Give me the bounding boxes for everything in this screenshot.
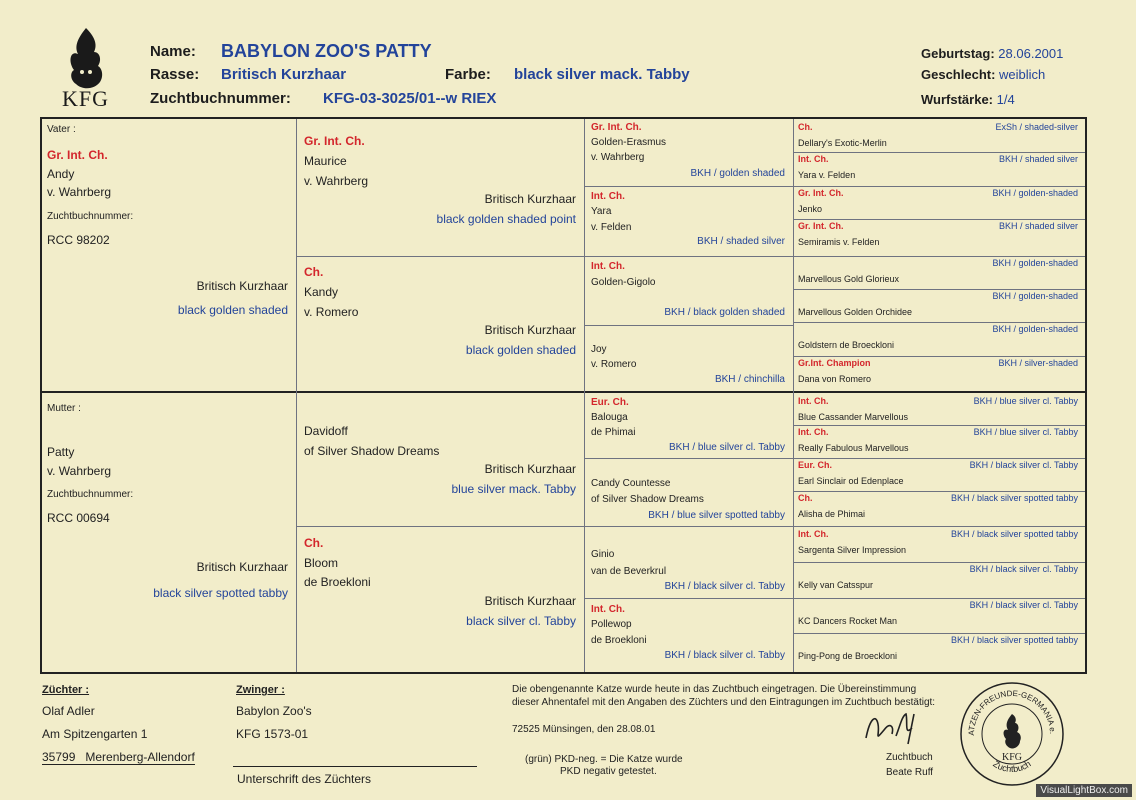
ancestor-gen4-cell [798, 154, 1080, 185]
mother-color: black silver spotted tabby [153, 586, 288, 600]
stud-label: Zuchtbuchnummer: [150, 90, 291, 107]
ggp-title: Int. Ch. [591, 261, 625, 272]
watermark: VisualLightBox.com [1036, 784, 1132, 797]
ggp-cattery: v. Wahrberg [591, 152, 645, 163]
ancestor-gen4-name: Alisha de Phimai [798, 509, 866, 519]
ancestor-gen4-cell [798, 396, 1080, 427]
pkd-line-1: (grün) PKD-neg. = Die Katze wurde [525, 754, 683, 765]
ggp-cattery: v. Felden [591, 222, 632, 233]
ggp-name: Golden-Gigolo [591, 277, 656, 288]
grandparent-cell [304, 536, 580, 666]
ancestor-gen4-cell [798, 122, 1080, 153]
grandparent-breed: Britisch Kurzhaar [484, 192, 576, 206]
great-grandparent-cell [591, 549, 789, 595]
color-value: black silver mack. Tabby [514, 66, 690, 83]
great-grandparent-cell [591, 344, 789, 388]
statement-line-1: Die obengenannte Katze wurde heute in das Zuchtbuch eingetragen. Die Übereinstimmung [512, 684, 917, 695]
grandparent-cell [304, 134, 580, 252]
ancestor-gen4-title: Ch. [798, 122, 813, 132]
signature-line [233, 766, 477, 767]
color-label: Farbe: [445, 66, 491, 83]
ancestor-gen4-name: Jenko [798, 204, 823, 214]
great-grandparent-cell [591, 604, 789, 666]
ancestor-gen4-cell [798, 427, 1080, 458]
ggp-desc: BKH / golden shaded [690, 168, 785, 179]
registrar-signature [856, 708, 936, 753]
ggp-title: Int. Ch. [591, 191, 625, 202]
grandparent-breed: Britisch Kurzhaar [484, 462, 576, 476]
ggp-desc: BKH / blue silver cl. Tabby [669, 442, 785, 453]
ancestor-gen4-title: Ch. [798, 493, 813, 503]
ancestor-gen4-cell [798, 221, 1080, 252]
ggp-name: Ginio [591, 549, 615, 560]
ancestor-gen4-desc: BKH / golden-shaded [992, 324, 1078, 334]
ancestor-gen4-title: Int. Ch. [798, 396, 829, 406]
kfg-seal [958, 680, 1066, 788]
ggp-name: Balouga [591, 412, 628, 423]
mother-stud: RCC 00694 [47, 511, 110, 525]
ggp-cattery: of Silver Shadow Dreams [591, 494, 704, 505]
grandparent-name: Kandy [304, 285, 339, 299]
ancestor-gen4-name: KC Dancers Rocket Man [798, 616, 898, 626]
father-breed: Britisch Kurzhaar [196, 279, 288, 293]
ancestor-gen4-name: Kelly van Catsspur [798, 580, 874, 590]
grandparent-name: Maurice [304, 154, 347, 168]
grandparent-cattery: v. Wahrberg [304, 174, 369, 188]
ancestor-gen4-cell [798, 529, 1080, 560]
ancestor-gen4-cell [798, 493, 1080, 524]
ggp-name: Joy [591, 344, 607, 355]
breed-value: Britisch Kurzhaar [221, 66, 347, 83]
ggp-desc: BKH / black golden shaded [664, 307, 785, 318]
grandparent-name: Davidoff [304, 424, 348, 438]
sex: Geschlecht: weiblich [921, 67, 1046, 82]
father-stud-label: Zuchtbuchnummer: [47, 211, 134, 222]
ancestor-gen4-desc: ExSh / shaded-silver [995, 122, 1078, 132]
ancestor-gen4-desc: BKH / blue silver cl. Tabby [973, 427, 1078, 437]
breeder-street: Am Spitzengarten 1 [42, 727, 148, 741]
registrar-name: Beate Ruff [886, 767, 934, 778]
ancestor-gen4-title: Gr. Int. Ch. [798, 188, 844, 198]
ancestor-gen4-title: Int. Ch. [798, 529, 829, 539]
ancestor-gen4-desc: BKH / black silver spotted tabby [950, 635, 1078, 645]
ancestor-gen4-cell [798, 258, 1080, 289]
breeder-label: Züchter : [42, 684, 90, 696]
kennel-name: Babylon Zoo's [236, 704, 312, 718]
ggp-desc: BKH / blue silver spotted tabby [648, 510, 785, 521]
ggp-desc: BKH / chinchilla [714, 374, 785, 385]
ggp-title: Int. Ch. [591, 604, 625, 615]
grandparent-breed: Britisch Kurzhaar [484, 594, 576, 608]
ggp-desc: BKH / shaded silver [697, 236, 785, 247]
grandparent-cattery: de Broekloni [304, 575, 371, 589]
breed-label: Rasse: [150, 66, 200, 83]
ancestor-gen4-name: Ping-Pong de Broeckloni [798, 651, 898, 661]
ancestor-gen4-cell [798, 358, 1080, 389]
ancestor-gen4-cell [798, 460, 1080, 491]
grandparent-cattery: v. Romero [304, 305, 359, 319]
grandparent-color: blue silver mack. Tabby [451, 482, 576, 496]
seal-top-text: ATZEN-FREUNDE-GERMANIA e. [966, 688, 1058, 736]
ancestor-gen4-cell [798, 564, 1080, 595]
ggp-desc: BKH / black silver cl. Tabby [664, 650, 785, 661]
seal-cat-icon [1004, 714, 1021, 749]
ancestor-gen4-desc: BKH / black silver spotted tabby [950, 529, 1078, 539]
ggp-title: Eur. Ch. [591, 397, 629, 408]
father-role: Vater : [47, 124, 76, 135]
ancestor-gen4-desc: BKH / silver-shaded [998, 358, 1078, 368]
signature-label: Unterschrift des Züchters [237, 772, 372, 786]
mother-cattery: v. Wahrberg [47, 464, 112, 478]
logo-text: KFG [62, 86, 110, 111]
grandparent-color: black golden shaded [465, 343, 576, 357]
ggp-title: Gr. Int. Ch. [591, 122, 642, 133]
ancestor-gen4-desc: BKH / shaded silver [998, 221, 1078, 231]
pkd-line-2: PKD negativ getestet. [560, 766, 657, 777]
grandparent-cell [304, 265, 580, 383]
ancestor-gen4-desc: BKH / golden-shaded [992, 291, 1078, 301]
birthday: Geburtstag: 28.06.2001 [921, 46, 1064, 61]
ggp-name: Candy Countesse [591, 478, 671, 489]
mother-cell [47, 403, 292, 669]
father-color: black golden shaded [177, 303, 288, 317]
father-cell [47, 124, 292, 386]
stud-value: KFG-03-3025/01--w RIEX [323, 90, 497, 107]
seal-bottom-text: Zuchtbuch [991, 758, 1033, 775]
grandparent-color: black golden shaded point [436, 212, 576, 226]
seal-center-text: KFG [1001, 752, 1023, 763]
great-grandparent-cell [591, 261, 789, 323]
ancestor-gen4-desc: BKH / blue silver cl. Tabby [973, 396, 1078, 406]
ancestor-gen4-name: Marvellous Gold Glorieux [798, 274, 900, 284]
mother-stud-label: Zuchtbuchnummer: [47, 489, 134, 500]
ancestor-gen4-desc: BKH / black silver cl. Tabby [969, 460, 1078, 470]
ancestor-gen4-desc: BKH / golden-shaded [992, 188, 1078, 198]
statement-line-2: dieser Ahnentafel mit den Angaben des Züchters und den Eintragungen im Zuchtbuch bestätigt: [512, 697, 936, 708]
breeder-name: Olaf Adler [42, 704, 95, 718]
great-grandparent-cell [591, 478, 789, 524]
ggp-name: Pollewop [591, 619, 632, 630]
place-date: 72525 Münsingen, den 28.08.01 [512, 724, 656, 735]
ggp-desc: BKH / black silver cl. Tabby [664, 581, 785, 592]
ancestor-gen4-desc: BKH / black silver spotted tabby [950, 493, 1078, 503]
ancestor-gen4-name: Dellary's Exotic-Merlin [798, 138, 887, 148]
kfg-logo [56, 24, 116, 110]
great-grandparent-cell [591, 122, 789, 184]
great-grandparent-cell [591, 191, 789, 253]
ancestor-gen4-name: Semiramis v. Felden [798, 237, 880, 247]
ancestor-gen4-name: Really Fabulous Marvellous [798, 443, 909, 453]
ggp-name: Golden-Erasmus [591, 137, 667, 148]
ancestor-gen4-name: Goldstern de Broeckloni [798, 340, 895, 350]
ancestor-gen4-desc: BKH / golden-shaded [992, 258, 1078, 268]
father-title: Gr. Int. Ch. [47, 148, 108, 162]
ggp-name: Yara [591, 206, 612, 217]
grandparent-cell [304, 424, 580, 522]
ancestor-gen4-cell [798, 291, 1080, 322]
grandparent-name: Bloom [304, 556, 339, 570]
ggp-cattery: v. Romero [591, 359, 637, 370]
litter-size: Wurfstärke: 1/4 [921, 92, 1015, 107]
mother-name: Patty [47, 445, 75, 459]
registrar-label: Zuchtbuch [886, 752, 933, 763]
breeder-city: 35799 Merenberg-Allendorf [42, 750, 195, 764]
ggp-cattery: de Phimai [591, 427, 636, 438]
name-label: Name: [150, 43, 196, 60]
ancestor-gen4-cell [798, 600, 1080, 631]
grandparent-title: Gr. Int. Ch. [304, 134, 365, 148]
ancestor-gen4-name: Dana von Romero [798, 374, 872, 384]
father-stud: RCC 98202 [47, 233, 110, 247]
mother-breed: Britisch Kurzhaar [196, 560, 288, 574]
grandparent-title: Ch. [304, 536, 324, 550]
ggp-cattery: de Broekloni [591, 635, 647, 646]
ancestor-gen4-title: Gr.Int. Champion [798, 358, 871, 368]
grandparent-cattery: of Silver Shadow Dreams [304, 444, 440, 458]
father-cattery: v. Wahrberg [47, 185, 112, 199]
ancestor-gen4-desc: BKH / black silver cl. Tabby [969, 600, 1078, 610]
grandparent-title: Ch. [304, 265, 324, 279]
ggp-cattery: van de Beverkrul [591, 566, 667, 577]
father-name: Andy [47, 167, 75, 181]
ancestor-gen4-desc: BKH / shaded silver [998, 154, 1078, 164]
ancestor-gen4-name: Yara v. Felden [798, 170, 856, 180]
great-grandparent-cell [591, 397, 789, 457]
grandparent-color: black silver cl. Tabby [466, 614, 576, 628]
ancestor-gen4-cell [798, 635, 1080, 666]
mother-role: Mutter : [47, 403, 81, 414]
kennel-label: Zwinger : [236, 684, 285, 696]
ancestor-gen4-name: Marvellous Golden Orchidee [798, 307, 913, 317]
ancestor-gen4-title: Eur. Ch. [798, 460, 833, 470]
ancestor-gen4-name: Earl Sinclair od Edenplace [798, 476, 904, 486]
grandparent-breed: Britisch Kurzhaar [484, 323, 576, 337]
cat-name: BABYLON ZOO'S PATTY [221, 41, 432, 61]
ancestor-gen4-desc: BKH / black silver cl. Tabby [969, 564, 1078, 574]
ancestor-gen4-title: Int. Ch. [798, 427, 829, 437]
ancestor-gen4-cell [798, 324, 1080, 355]
ancestor-gen4-title: Gr. Int. Ch. [798, 221, 844, 231]
kennel-number: KFG 1573-01 [236, 727, 309, 741]
ancestor-gen4-name: Blue Cassander Marvellous [798, 412, 909, 422]
ancestor-gen4-title: Int. Ch. [798, 154, 829, 164]
ancestor-gen4-name: Sargenta Silver Impression [798, 545, 907, 555]
ancestor-gen4-cell [798, 188, 1080, 219]
